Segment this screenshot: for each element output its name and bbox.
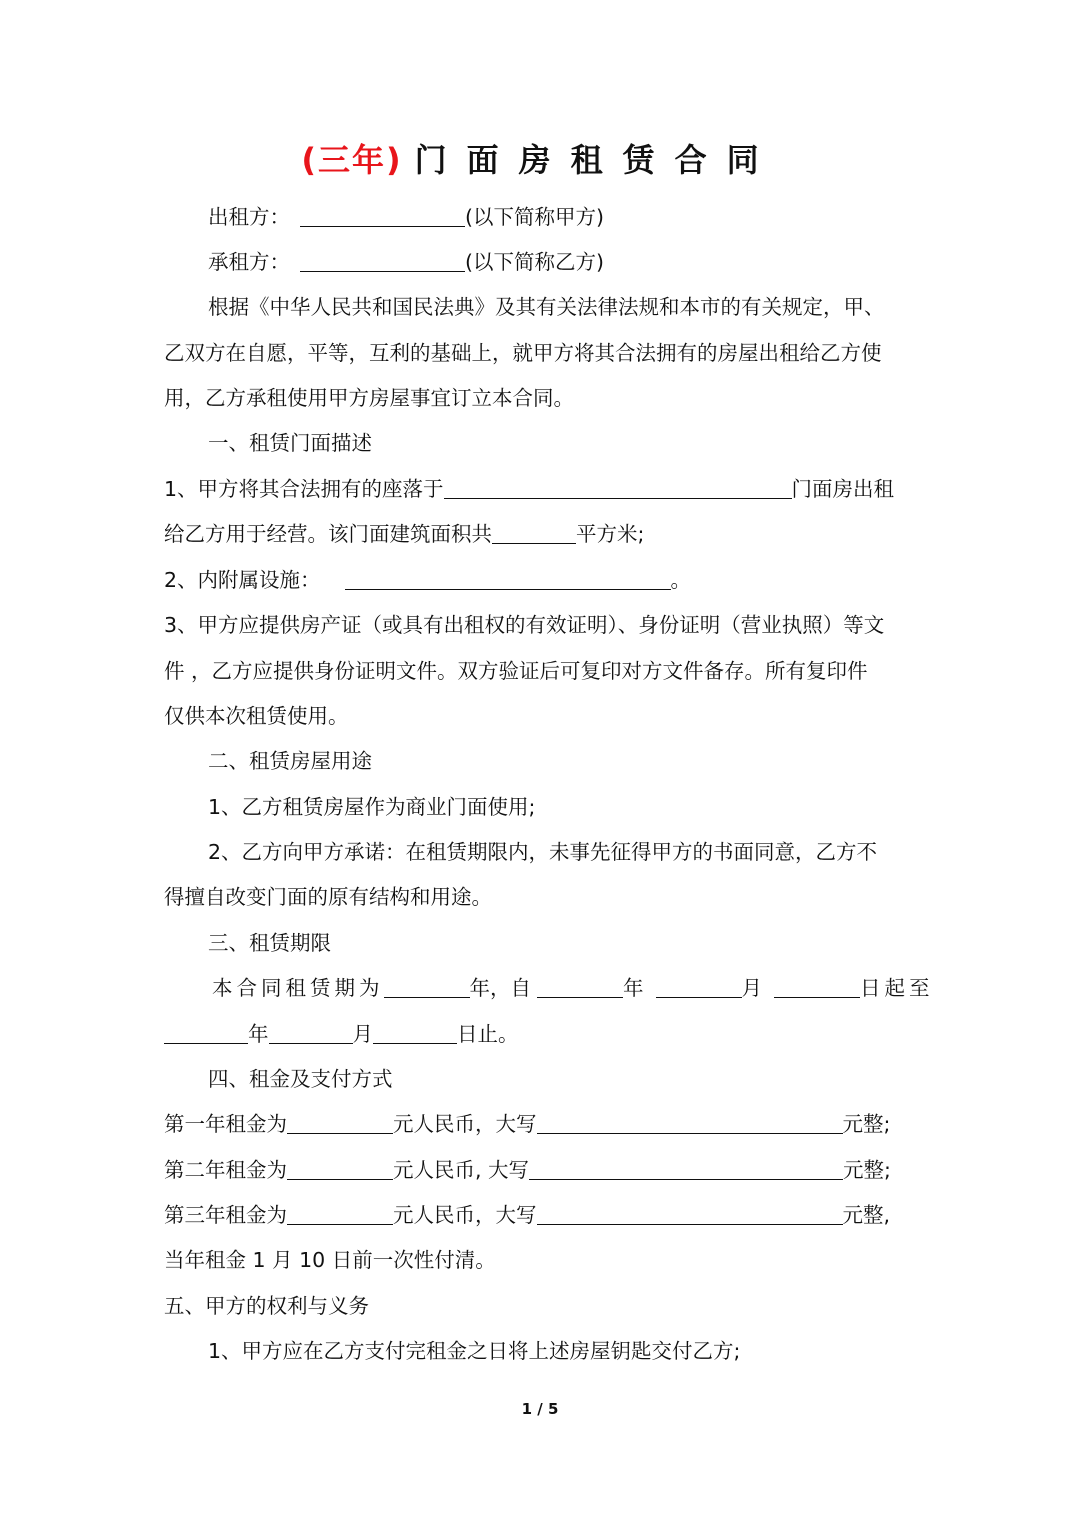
title-main: 门面房租赁合同: [414, 141, 779, 179]
s2-item2-line1: 2、乙方向甲方承诺：在租赁期限内，未事先征得甲方的书面同意，乙方不: [208, 840, 878, 864]
s2-item1: 1、乙方租赁房屋作为商业门面使用;: [208, 795, 536, 819]
rent-1-amount-blank: [287, 1111, 393, 1134]
s1-item2: 2、内附属设施： 。: [164, 568, 692, 592]
lessor-line: 出租方： (以下简称甲方): [208, 205, 604, 229]
start-month-blank: [656, 975, 742, 998]
term-line-2: 年 月 日止。: [164, 1019, 924, 1049]
facilities-blank: [345, 567, 671, 590]
intro-line-2: 乙双方在自愿，平等，互利的基础上，就甲方将其合法拥有的房屋出租给乙方使: [164, 341, 882, 365]
s1-item3-line3: 仅供本次租赁使用。: [164, 704, 349, 728]
rent-year-3: 第三年租金为 元人民币，大写 元整,: [164, 1203, 891, 1227]
s1-item3-line1: 3、甲方应提供房产证（或具有出租权的有效证明）、身份证明（营业执照）等文: [164, 613, 885, 637]
section-1-heading: 一、租赁门面描述: [208, 431, 372, 455]
start-year-blank: [537, 975, 623, 998]
s1-item1-line2: 给乙方用于经营。该门面建筑面积共 平方米;: [164, 522, 645, 546]
section-3-heading: 三、租赁期限: [208, 931, 331, 955]
end-month-blank: [269, 1021, 353, 1044]
s5-item1: 1、甲方应在乙方支付完租金之日将上述房屋钥匙交付乙方;: [208, 1339, 741, 1363]
rent-2-amount-blank: [287, 1157, 393, 1180]
rent-2-words-blank: [529, 1157, 843, 1180]
location-blank: [444, 476, 792, 499]
rent-year-2: 第二年租金为 元人民币, 大写 元整;: [164, 1158, 891, 1182]
lessee-blank: [300, 249, 465, 272]
rent-year-1: 第一年租金为 元人民币，大写 元整;: [164, 1112, 891, 1136]
section-2-heading: 二、租赁房屋用途: [208, 749, 372, 773]
end-year-blank: [164, 1021, 248, 1044]
contract-title: [0, 136, 1080, 184]
lessor-blank: [300, 204, 465, 227]
s1-item1-line1: 1、甲方将其合法拥有的座落于 门面房出租: [164, 477, 895, 501]
term-line-1: 本合同租赁期为 年，自 年 月 日起至: [212, 976, 934, 1000]
section-4-heading: 四、租金及支付方式: [208, 1067, 393, 1091]
term-years-blank: [384, 975, 470, 998]
section-5-heading: 五、甲方的权利与义务: [164, 1294, 369, 1318]
lessee-line: 承租方： (以下简称乙方): [208, 250, 604, 274]
rent-1-words-blank: [537, 1111, 843, 1134]
title-prefix: (三年): [301, 141, 403, 179]
s2-item2-line2: 得擅自改变门面的原有结构和用途。: [164, 885, 492, 909]
end-day-blank: [373, 1021, 457, 1044]
page-number: 1 / 5: [521, 1400, 559, 1418]
start-day-blank: [774, 975, 860, 998]
intro-line-3: 用，乙方承租使用甲方房屋事宜订立本合同。: [164, 386, 574, 410]
s1-item3-line2: 件 ，乙方应提供身份证明文件。双方验证后可复印对方文件备存。所有复印件: [164, 659, 868, 683]
area-blank: [492, 521, 576, 544]
payment-deadline: 当年租金 1 月 10 日前一次性付清。: [164, 1248, 496, 1272]
rent-3-amount-blank: [287, 1202, 393, 1225]
intro-line-1: 根据《中华人民共和国民法典》及其有关法律法规和本市的有关规定，甲、: [208, 295, 885, 319]
rent-3-words-blank: [537, 1202, 843, 1225]
